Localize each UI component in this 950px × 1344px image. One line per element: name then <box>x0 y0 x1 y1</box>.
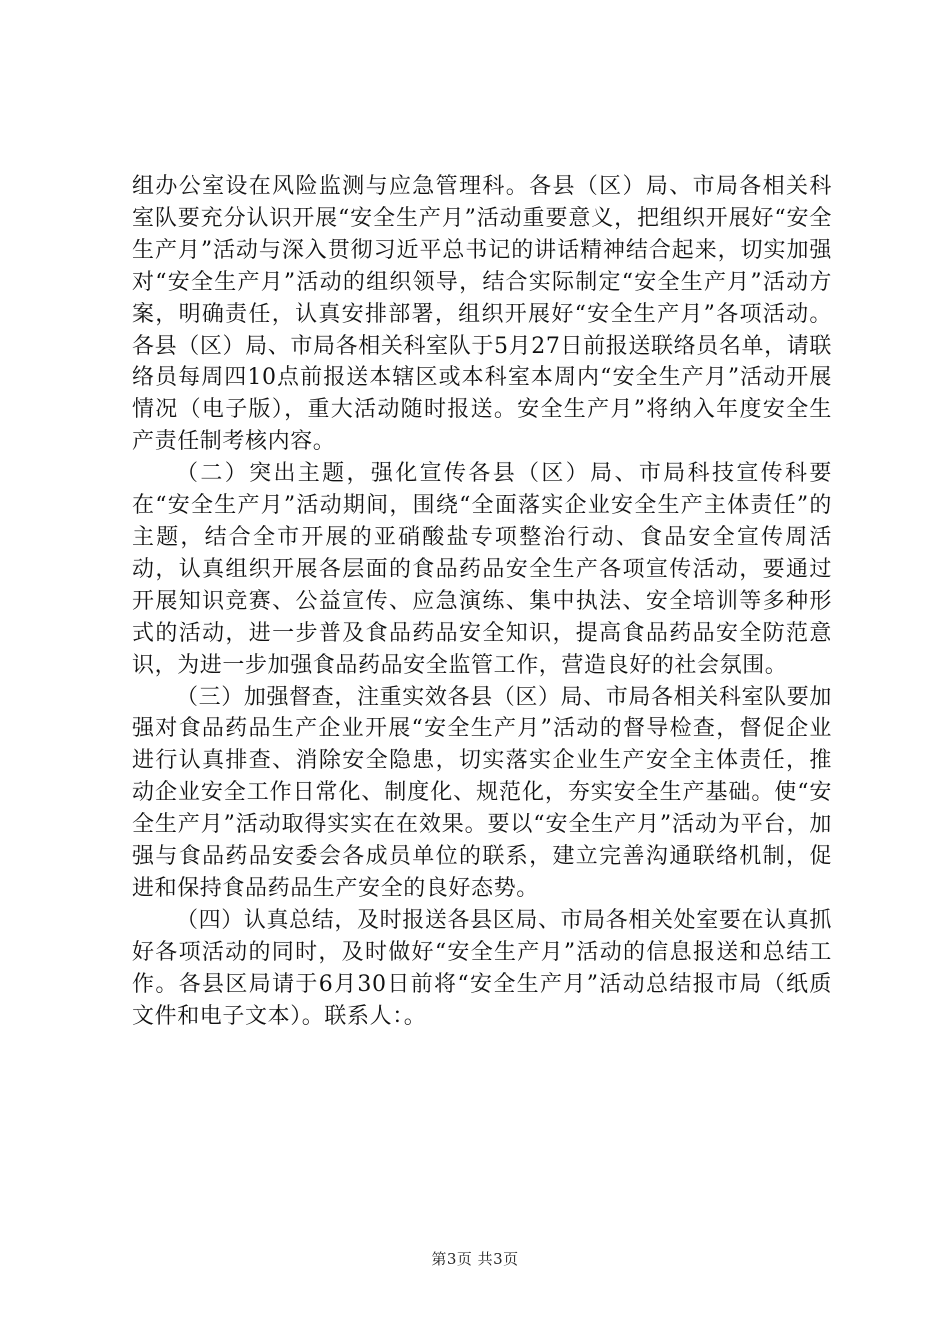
paragraph-section-2: （二）突出主题，强化宣传各县（区）局、市局科技宣传科要在“安全生产月”活动期间，围绕“全面落实企业安全生产主体责任”的主题，结合全市开展的亚硝酸盐专项整治行动、食品安全宣传周活动，认真组织开展各层面的食品药品安全生产各项宣传活动，要通过开展知识竞赛、公益宣传、应急演练、集中执法、安全培训等多种形式的活动，进一步普及食品药品安全知识，提高食品药品安全防范意识，为进一步加强食品药品安全监管工作，营造良好的社会氛围。 <box>132 461 832 678</box>
document-body <box>132 171 832 1032</box>
paragraph-continuation: 组办公室设在风险监测与应急管理科。各县（区）局、市局各相关科室队要充分认识开展“安全生产月”活动重要意义，把组织开展好“安全生产月”活动与深入贯彻习近平总书记的讲话精神结合起来，切实加强对“安全生产月”活动的组织领导，结合实际制定“安全生产月”活动方案，明确责任，认真安排部署，组织开展好“安全生产月”各项活动。各县（区）局、市局各相关科室队于5月27日前报送联络员名单，请联络员每周四10点前报送本辖区或本科室本周内“安全生产月”活动开展情况（电子版），重大活动随时报送。安全生产月”将纳入年度安全生产责任制考核内容。 <box>132 174 832 455</box>
page-number-footer: 第3页 共3页 <box>431 1250 519 1268</box>
paragraph-section-4: （四）认真总结，及时报送各县区局、市局各相关处室要在认真抓好各项活动的同时，及时做好“安全生产月”活动的信息报送和总结工作。各县区局请于6月30日前将“安全生产月”活动总结报市局（纸质文件和电子文本）。联系人：。 <box>132 907 832 1029</box>
paragraph-section-3: （三）加强督查，注重实效各县（区）局、市局各相关科室队要加强对食品药品生产企业开展“安全生产月”活动的督导检查，督促企业进行认真排查、消除安全隐患，切实落实企业生产安全主体责任，推动企业安全工作日常化、制度化、规范化，夯实安全生产基础。使“安全生产月”活动取得实实在在效果。要以“安全生产月”活动为平台，加强与食品药品安委会各成员单位的联系，建立完善沟通联络机制，促进和保持食品药品生产安全的良好态势。 <box>132 684 832 901</box>
